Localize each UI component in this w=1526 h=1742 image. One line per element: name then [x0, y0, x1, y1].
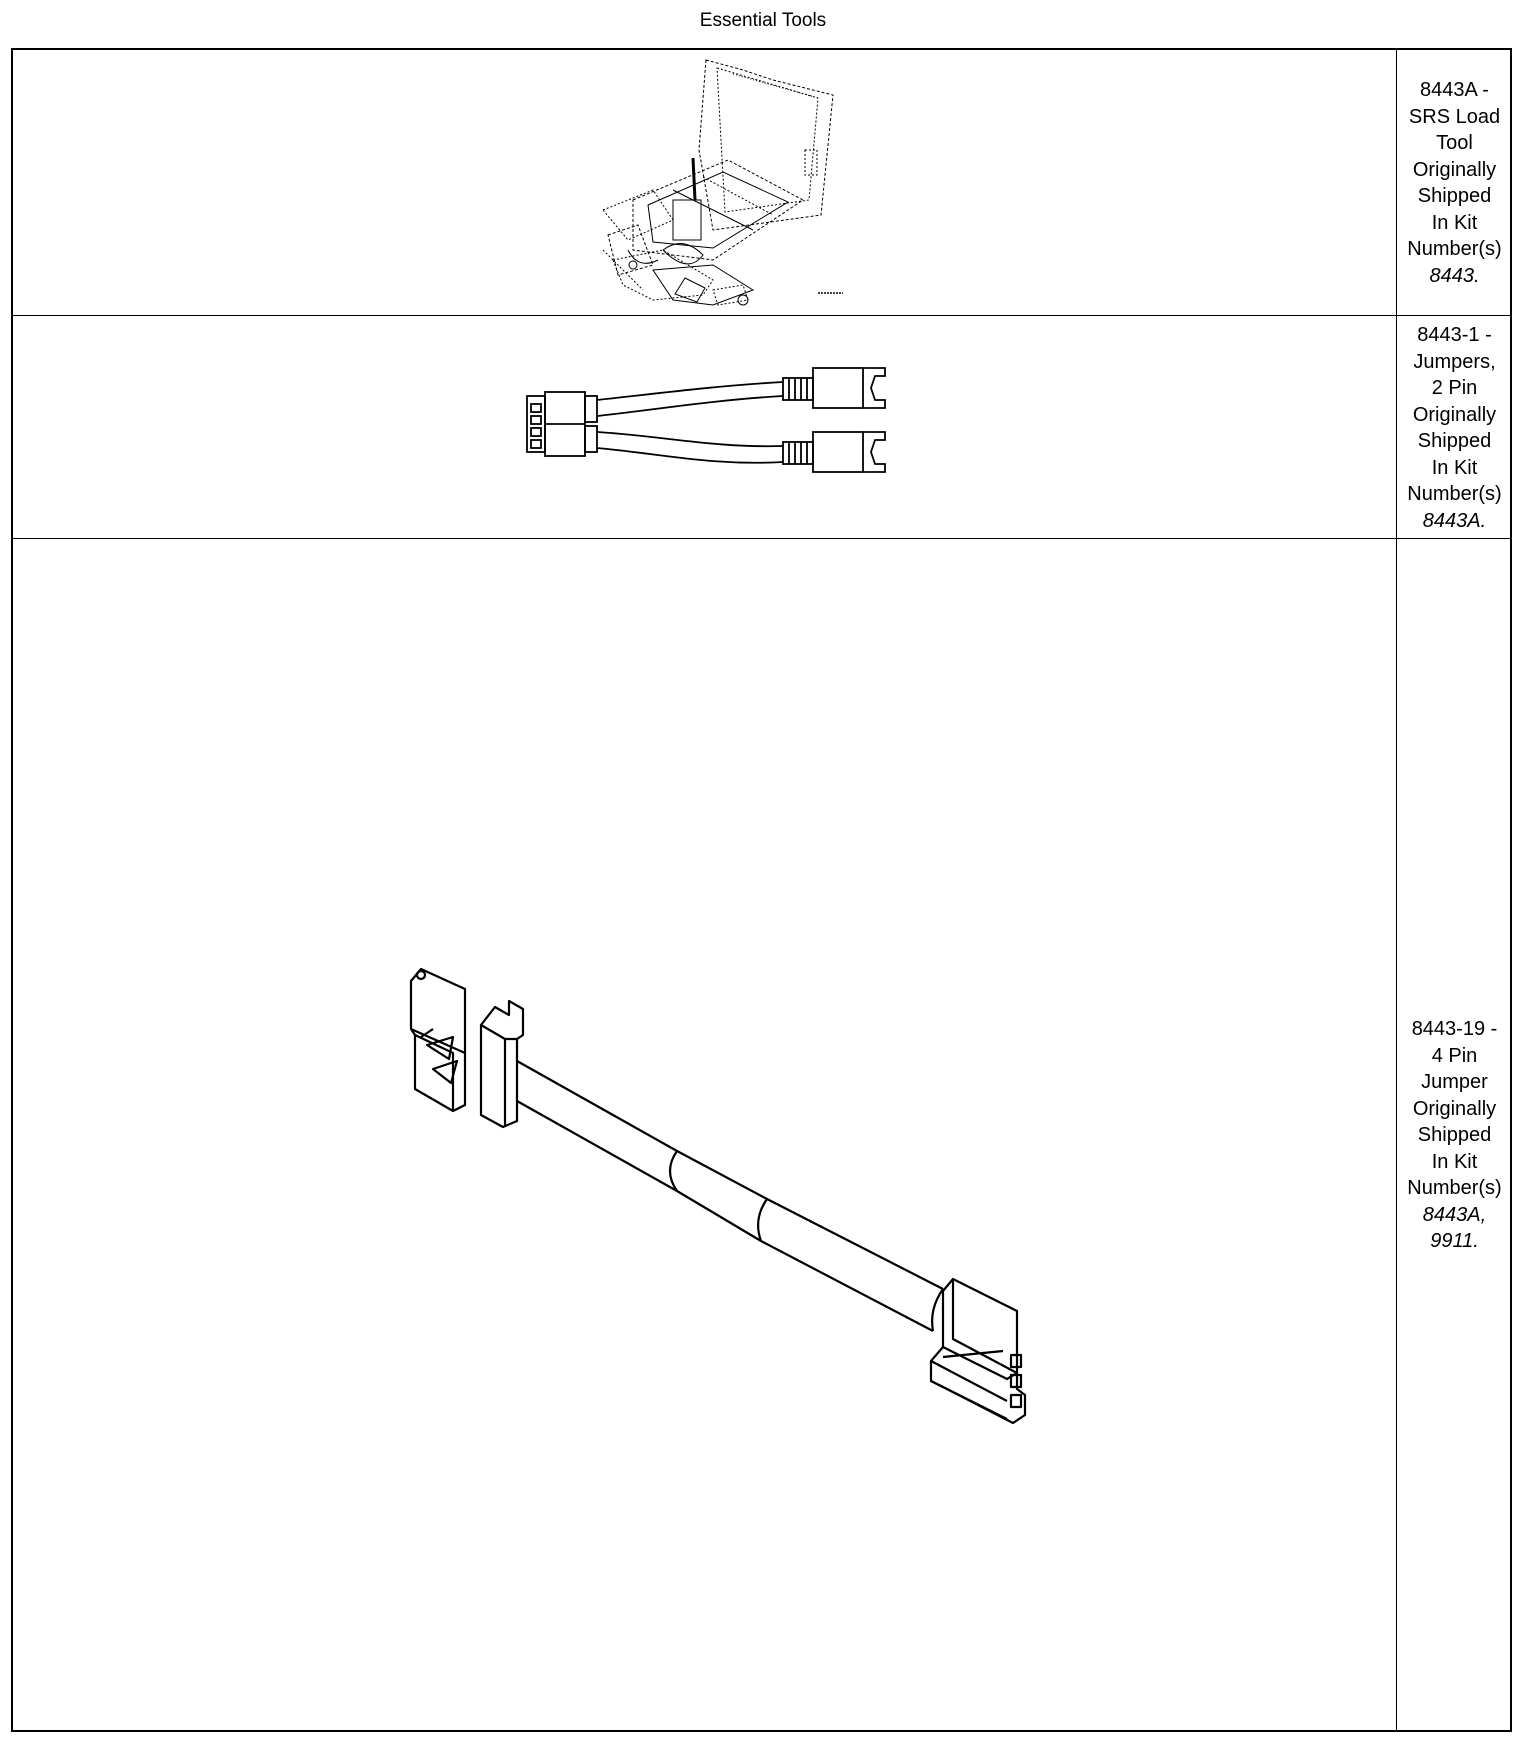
shipped-text-line: Originally	[1412, 403, 1497, 426]
tool-description-cell	[1397, 50, 1512, 315]
tool-image-cell	[13, 539, 1397, 1732]
tool-name-line: Jumper	[1421, 1071, 1488, 1094]
tool-description	[1399, 1016, 1511, 1255]
shipped-text-line: Shipped	[1417, 1124, 1492, 1147]
srs-load-tool-illustration	[13, 50, 1396, 316]
essential-tools-table	[11, 48, 1512, 1732]
tool-image-cell	[13, 316, 1397, 538]
page-title: Essential Tools	[699, 10, 827, 31]
tool-number: 8443A -	[1420, 79, 1489, 101]
kit-number: 8443A.	[1422, 509, 1487, 532]
kit-number: 8443A,	[1422, 1203, 1487, 1226]
shipped-text-line: In Kit	[1431, 1150, 1478, 1173]
tool-description	[1399, 77, 1511, 289]
tool-description-cell	[1397, 316, 1512, 538]
two-pin-jumpers-illustration	[13, 316, 1396, 538]
tool-row-8443a	[13, 50, 1510, 316]
shipped-text-line: Shipped	[1417, 430, 1492, 452]
shipped-text-line: Number(s)	[1407, 1177, 1502, 1200]
tool-number: 8443-19 -	[1411, 1018, 1498, 1041]
tool-description-cell	[1397, 539, 1512, 1732]
tool-row-8443-19	[13, 539, 1510, 1732]
shipped-text-line: Number(s)	[1407, 238, 1502, 260]
tool-name-line: Jumpers,	[1413, 350, 1496, 373]
kit-number: 8443.	[1429, 264, 1480, 287]
shipped-text-line: Originally	[1412, 158, 1497, 181]
shipped-text-line: In Kit	[1431, 211, 1478, 234]
tool-number: 8443-1 -	[1417, 324, 1492, 346]
shipped-text-line: Originally	[1412, 1097, 1497, 1120]
tool-name-line: 2 Pin	[1431, 377, 1478, 399]
four-pin-jumper-illustration	[13, 539, 1396, 1732]
tool-image-cell	[13, 50, 1397, 315]
shipped-text-line: In Kit	[1431, 456, 1478, 479]
tool-row-8443-1	[13, 316, 1510, 539]
tool-name-line: 4 Pin	[1431, 1044, 1478, 1067]
shipped-text-line: Shipped	[1417, 185, 1492, 207]
tool-name-line: SRS Load	[1408, 105, 1501, 128]
shipped-text-line: Number(s)	[1407, 483, 1502, 505]
tool-name-line: Tool	[1436, 132, 1473, 154]
tool-description	[1399, 322, 1511, 534]
kit-number: 9911.	[1430, 1230, 1479, 1253]
